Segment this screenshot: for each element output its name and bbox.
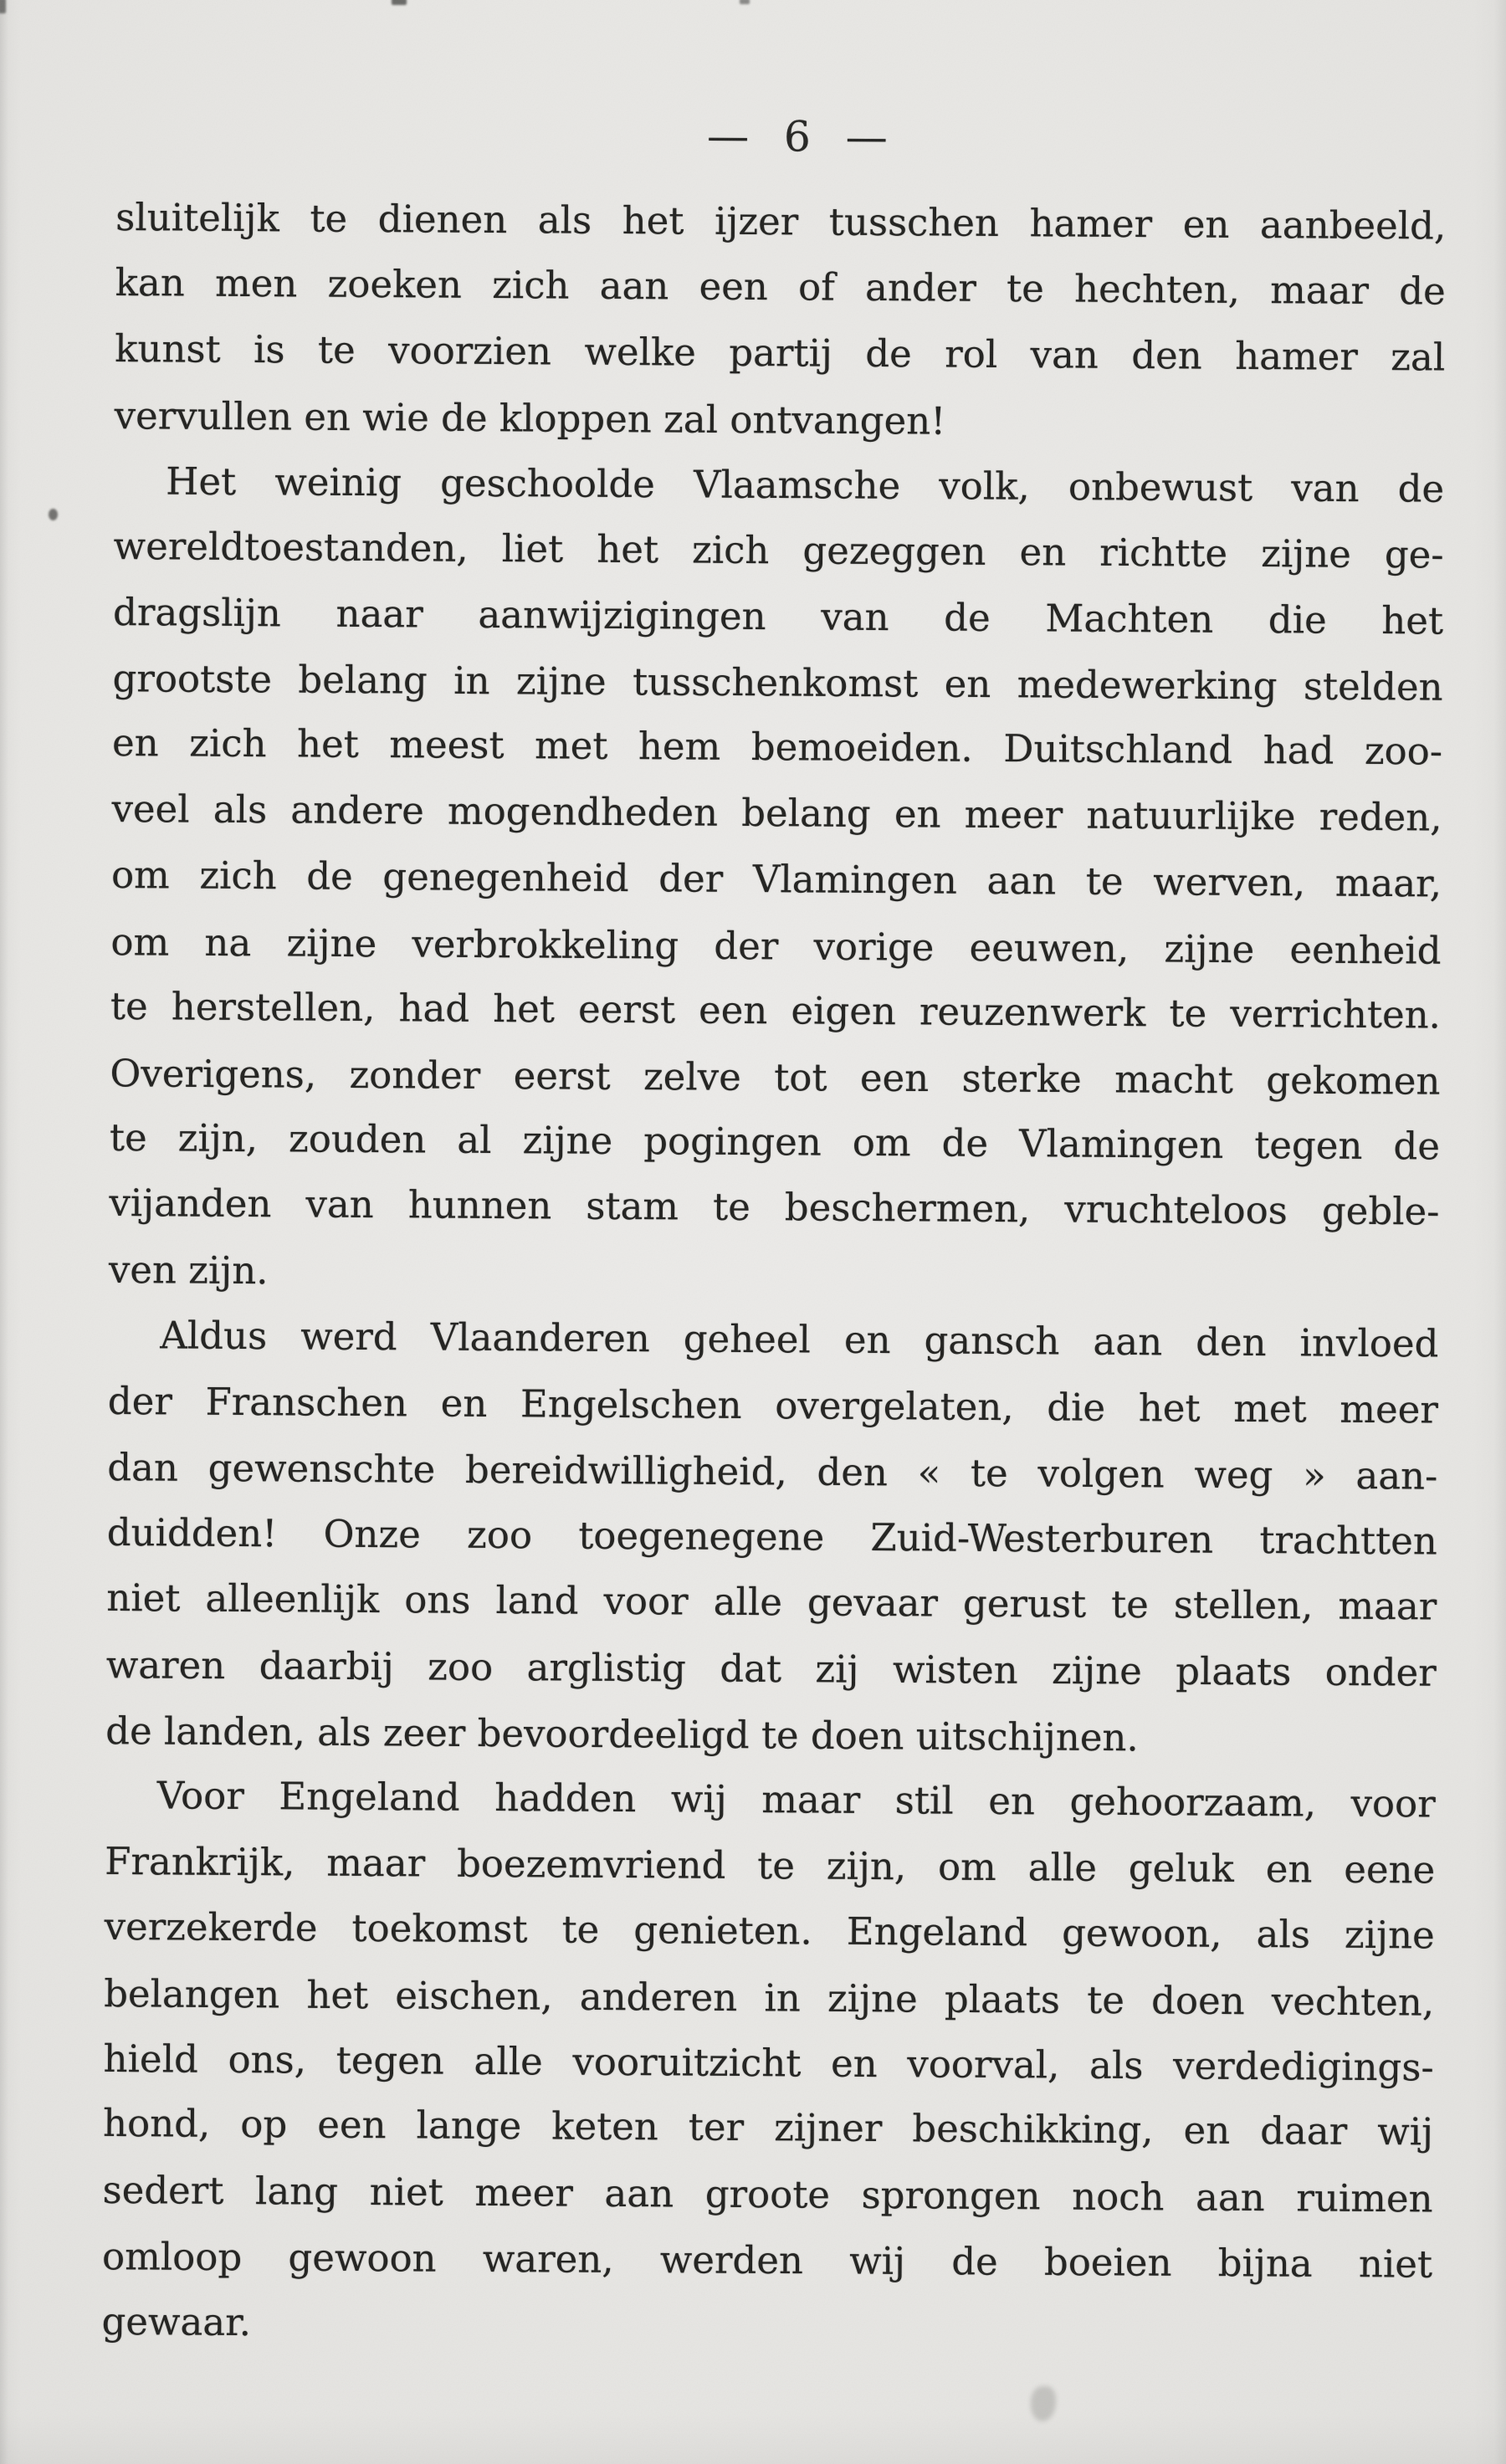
text-line: hond, op een lange keten ter zijner beschikking, en daar wij bbox=[102, 2101, 1434, 2154]
ink-speck bbox=[392, 0, 407, 5]
text-line: de landen, als zeer bevoordeeligd te doen uitschijnen. bbox=[105, 1708, 1139, 1760]
text-line: omloop gewoon waren, werden wij de boeien bijna niet bbox=[101, 2234, 1433, 2287]
body-text-block bbox=[101, 185, 1446, 2364]
ink-speck bbox=[740, 0, 750, 4]
text-line: duidden! Onze zoo toegenegene Zuid-Westerburen trachtten bbox=[106, 1509, 1437, 1564]
ink-speck bbox=[0, 0, 6, 13]
text-line: niet alleenlijk ons land voor alle gevaar gerust te stellen, maar bbox=[106, 1575, 1437, 1629]
text-line: der Franschen en Engelschen overgelaten, die het met meer bbox=[107, 1378, 1439, 1432]
text-line: dan gewenschte bereidwilligheid, den « te volgen weg » aan- bbox=[107, 1445, 1438, 1498]
text-line: Aldus werd Vlaanderen geheel en gansch aan den invloed bbox=[160, 1313, 1439, 1366]
text-line: hield ons, tegen alle vooruitzicht en voorval, als verdedigings- bbox=[103, 2036, 1434, 2090]
text-line: en zich het meest met hem bemoeiden. Duitschland had zoo- bbox=[111, 720, 1443, 774]
text-line: vijanden van hunnen stam te beschermen, vruchteloos geble- bbox=[109, 1180, 1440, 1234]
text-line: om zich de genegenheid der Vlamingen aan te werven, maar, bbox=[110, 852, 1442, 906]
text-line: belangen het eischen, anderen in zijne plaats te doen vechten, bbox=[104, 1971, 1435, 2025]
text-line: om na zijne verbrokkeling der vorige eeuwen, zijne eenheid bbox=[110, 919, 1442, 973]
text-line: gewaar. bbox=[101, 2298, 252, 2345]
text-line: Overigens, zonder eerst zelve tot een sterke macht gekomen bbox=[110, 1051, 1441, 1104]
text-line: Het weinig geschoolde Vlaamsche volk, onbewust van de bbox=[166, 459, 1445, 512]
text-line: sluitelijk te dienen als het ijzer tusschen hamer en aanbeeld, bbox=[115, 194, 1447, 248]
text-line: wereldtoestanden, liet het zich gezeggen en richtte zijne ge- bbox=[113, 523, 1444, 577]
text-line: dragslijn naar aanwijzigingen van de Machten die het bbox=[112, 589, 1444, 643]
text-line: grootste belang in zijne tusschenkomst en medewerking stelden bbox=[112, 656, 1443, 709]
text-line: te zijn, zouden al zijne pogingen om de Vlamingen tegen de bbox=[109, 1115, 1441, 1169]
page-number-header: — 6 — bbox=[706, 111, 889, 162]
text-line: waren daarbij zoo arglistig dat zij wisten zijne plaats onder bbox=[105, 1642, 1437, 1695]
text-line: verzekerde toekomst te genieten. Engeland gewoon, als zijne bbox=[104, 1904, 1435, 1958]
text-line: kunst is te voorzien welke partij de rol van den hamer zal bbox=[115, 326, 1446, 380]
text-line: Frankrijk, maar boezemvriend te zijn, om alle geluk en eene bbox=[105, 1838, 1436, 1893]
text-line: ven zijn. bbox=[108, 1247, 269, 1293]
text-line: veel als andere mogendheden belang en meer natuurlijke reden, bbox=[111, 786, 1442, 840]
text-line: kan men zoeken zich aan een of ander te hechten, maar de bbox=[115, 259, 1446, 314]
ink-speck bbox=[49, 509, 58, 520]
text-line: sedert lang niet meer aan groote sprongen noch aan ruimen bbox=[102, 2167, 1433, 2221]
text-line: Voor Engeland hadden wij maar stil en gehoorzaam, voor bbox=[156, 1773, 1436, 1826]
text-line: vervullen en wie de kloppen zal ontvangen! bbox=[114, 392, 946, 443]
text-line: te herstellen, had het eerst een eigen reuzenwerk te verrichten. bbox=[110, 984, 1442, 1037]
